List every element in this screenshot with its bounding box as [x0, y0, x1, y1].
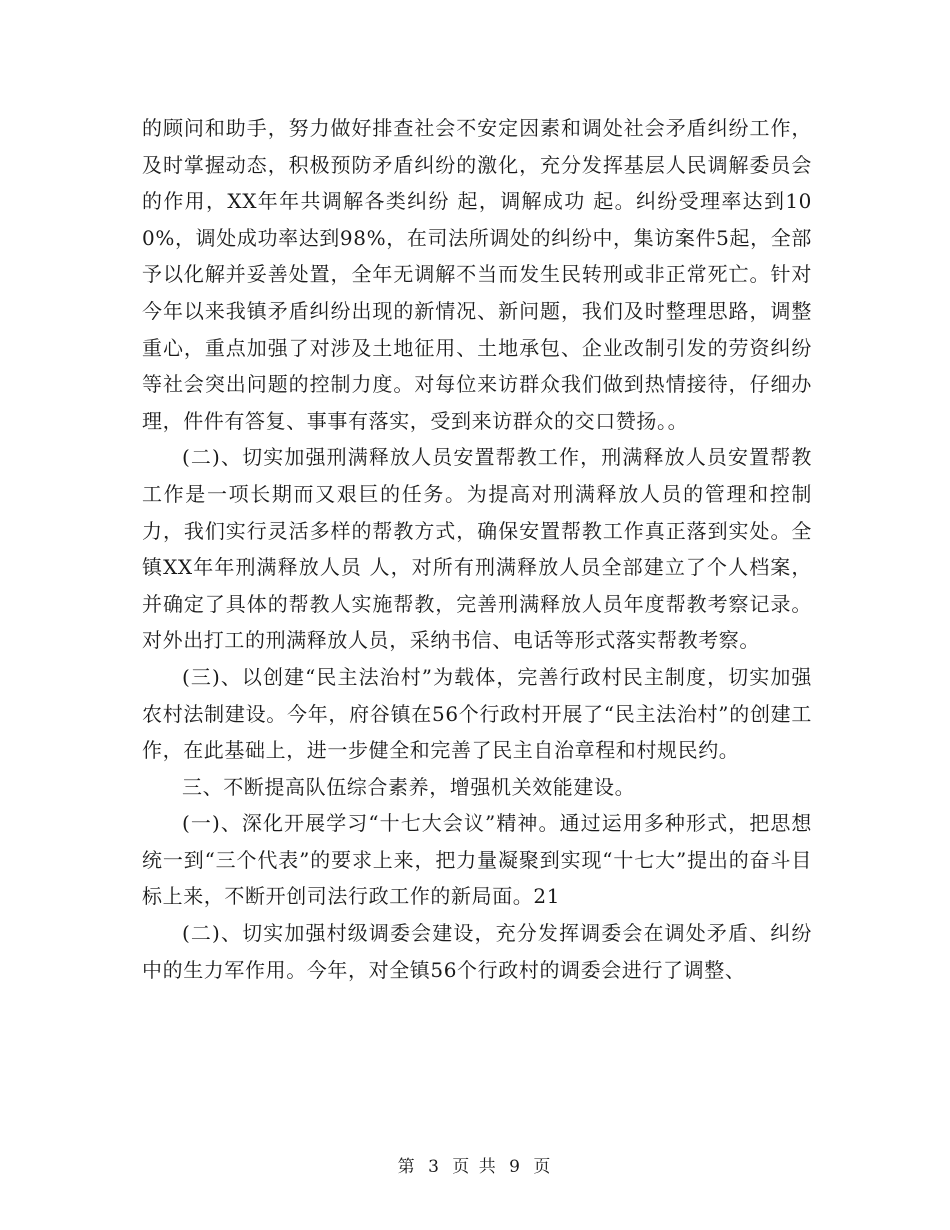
section-heading-three: 三、不断提高队伍综合素养，增强机关效能建设。: [182, 774, 636, 799]
footer-suffix: 页: [533, 1157, 553, 1177]
paragraph-resettlement: (二)、切实加强刑满释放人员安置帮教工作，刑满释放人员安置帮教工作是一项长期而又艰巨的任务。为提高对刑满释放人员的管理和控制力，我们实行灵活多样的帮教方式，确保安置帮教工作真正落到实处。全镇XX年年刑满释放人员 人，对所有刑满释放人员全部建立了个人档案，并确定了具体的帮教人实施帮教，完善刑满释放人员年度帮教考察记录。对外出打工的刑满释放人员，采纳书信、电话等形式落实帮教考察。: [142, 445, 812, 653]
footer-prefix: 第: [397, 1157, 417, 1177]
footer-current-page: 3: [428, 1157, 441, 1177]
paragraph-mediation-committee: (二)、切实加强村级调委会建设，充分发挥调委会在调处矛盾、纠纷中的生力军作用。今年，对全镇56个行政村的调委会进行了调整、: [142, 921, 812, 982]
page-footer: [0, 1152, 950, 1177]
paragraph-democratic-village: (三)、以创建“民主法治村”为载体，完善行政村民主制度，切实加强农村法制建设。今年，府谷镇在56个行政村开展了“民主法治村”的创建工作，在此基础上，进一步健全和完善了民主自治章程和村规民约。: [142, 664, 812, 763]
footer-total-pages: 9: [509, 1157, 522, 1177]
document-body: [142, 110, 812, 988]
paragraph-continuation: 的顾问和助手，努力做好排查社会不安定因素和调处社会矛盾纠纷工作，及时掌握动态，积极预防矛盾纠纷的激化，充分发挥基层人民调解委员会的作用，XX年年共调解各类纠纷 起，调解成功 起。纠纷受理率达到100%，调处成功率达到98%，在司法所调处的纠纷中，集访案件5起，全部予以化解并妥善处置，全年无调解不当而发生民转刑或非正常死亡。针对今年以来我镇矛盾纠纷出现的新情况、新问题，我们及时整理思路，调整重心，重点加强了对涉及土地征用、土地承包、企业改制引发的劳资纠纷等社会突出问题的控制力度。对每位来访群众我们做到热情接待，仔细办理，件件有答复、事事有落实，受到来访群众的交口赞扬。。: [142, 116, 812, 433]
footer-middle: 页 共: [452, 1157, 498, 1177]
paragraph-study: (一)、深化开展学习“十七大会议”精神。通过运用多种形式，把思想统一到“三个代表”的要求上来，把力量凝聚到实现“十七大”提出的奋斗目标上来，不断开创司法行政工作的新局面。21: [142, 811, 812, 909]
